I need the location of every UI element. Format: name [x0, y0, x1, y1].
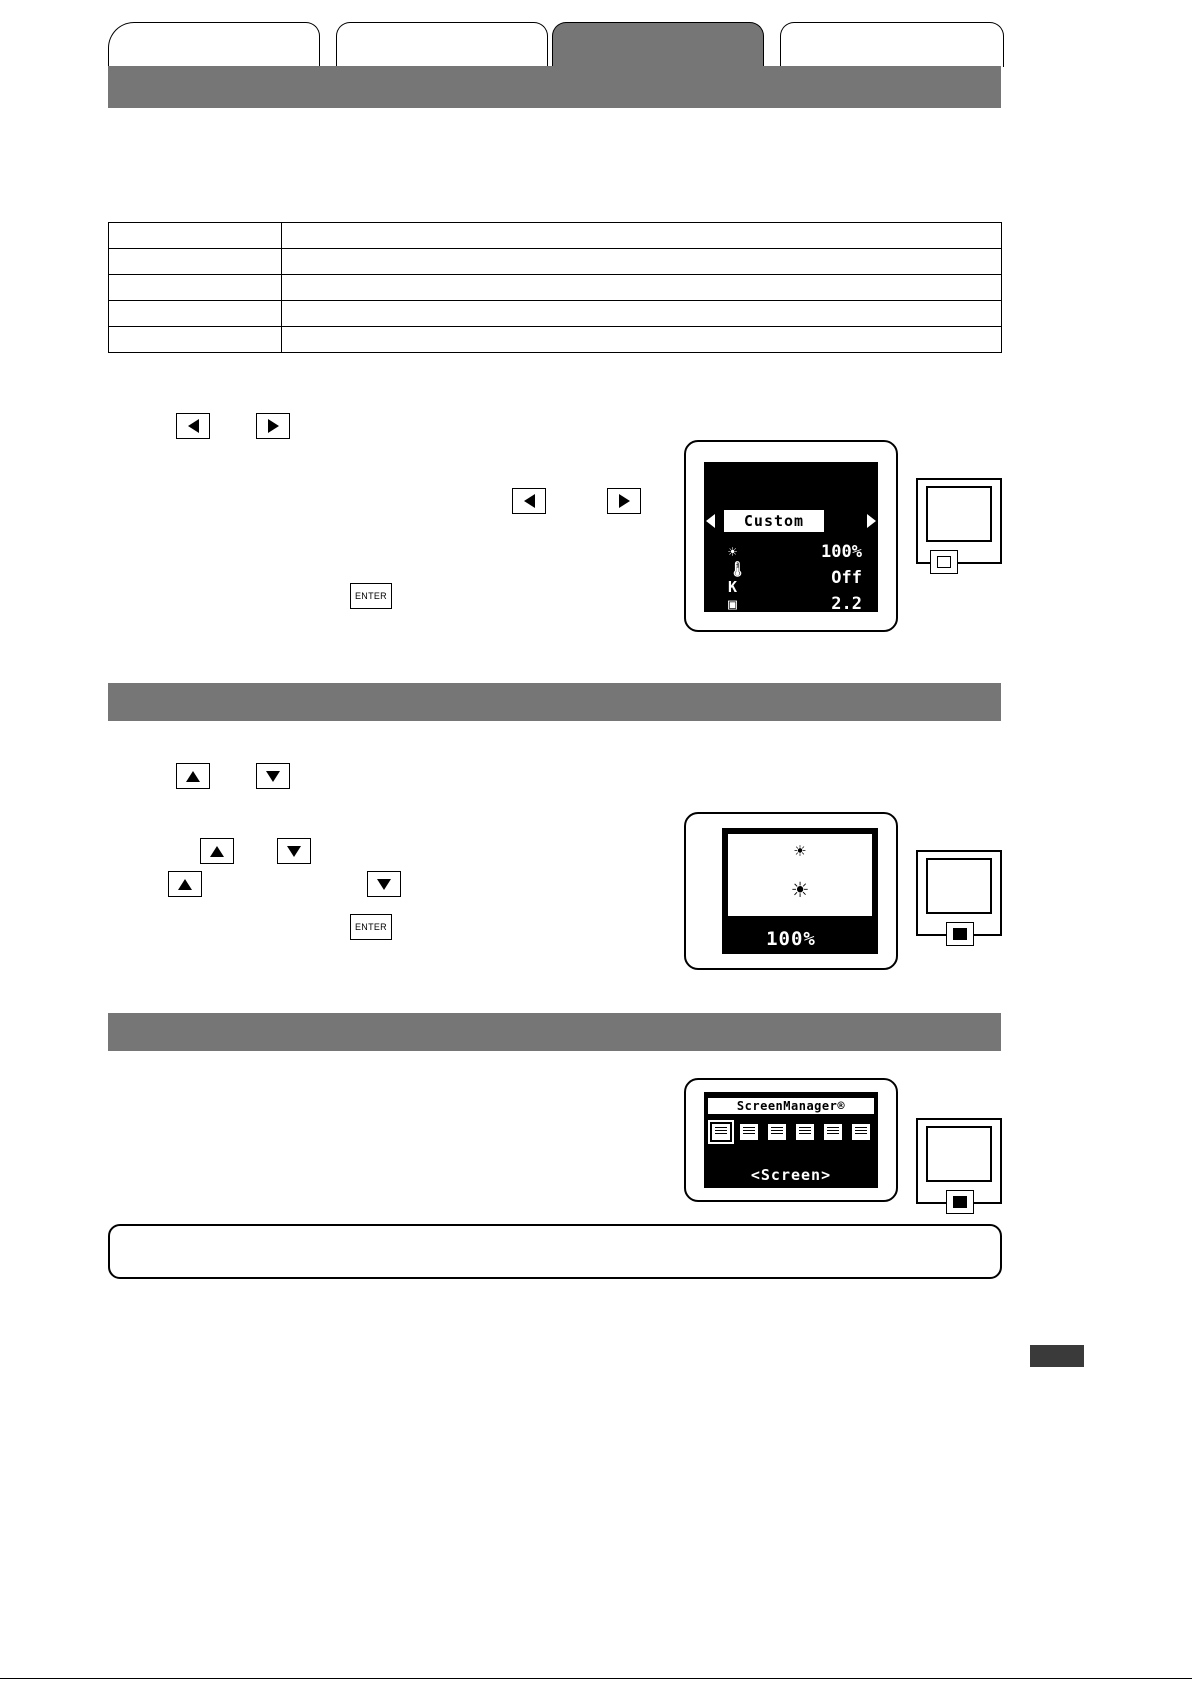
arrow-down-icon — [287, 846, 301, 857]
osd-row-gamma — [728, 592, 862, 616]
key-left-button-inline-1[interactable] — [512, 488, 546, 514]
table-row — [109, 327, 1002, 353]
osd-brightness-panel — [684, 812, 898, 970]
key-left-button[interactable] — [176, 413, 210, 439]
screenmanager-icon-row — [712, 1124, 870, 1140]
arrow-up-icon — [178, 879, 192, 890]
arrow-down-icon — [377, 879, 391, 890]
page-header-bar — [108, 66, 1001, 108]
pointer-line — [791, 466, 792, 494]
osd-gamma-value: 2.2 — [831, 594, 862, 614]
brightness-icon: ☀ — [728, 543, 738, 561]
osd-screenmanager-panel — [684, 1078, 898, 1202]
brightness-icon-large: ☀ — [790, 879, 810, 902]
arrow-left-icon — [188, 419, 199, 433]
table-cell-label — [109, 301, 282, 327]
osd-brightness-value: 100% — [821, 542, 862, 562]
tab-2[interactable] — [336, 22, 548, 67]
others-icon[interactable] — [796, 1124, 814, 1140]
key-down-button[interactable] — [256, 763, 290, 789]
osd-arrow-left-icon — [706, 514, 715, 528]
arrow-up-icon — [186, 771, 200, 782]
enter-button[interactable] — [946, 1190, 974, 1214]
key-right-button-inline-1[interactable] — [607, 488, 641, 514]
key-enter-button-2[interactable] — [350, 914, 392, 940]
key-enter-button-1[interactable] — [350, 583, 392, 609]
arrow-right-icon — [619, 494, 630, 508]
table-cell-value — [282, 223, 1002, 249]
key-right-button[interactable] — [256, 413, 290, 439]
screenmanager-title: ScreenManager® — [708, 1098, 874, 1114]
temperature-icon: 🌡K — [728, 560, 748, 596]
osd-brightness-value: 100% — [766, 928, 816, 950]
table-row — [109, 249, 1002, 275]
table-cell-label — [109, 223, 282, 249]
page-number-tag — [1030, 1345, 1084, 1367]
table-cell-value — [282, 275, 1002, 301]
osd-brightness-inner — [726, 832, 874, 918]
arrow-left-icon — [524, 494, 535, 508]
osd-fine-contrast-panel — [684, 440, 898, 632]
spec-table — [108, 222, 1002, 353]
section-bar-brightness — [108, 683, 1001, 721]
table-cell-label — [109, 327, 282, 353]
screenmanager-selected-label: <Screen> — [750, 1166, 832, 1184]
brightness-button-icon — [953, 928, 967, 940]
tab-4[interactable] — [780, 22, 1004, 67]
enter-label: ENTER — [354, 922, 387, 932]
monitor-callout-1 — [916, 478, 1002, 564]
key-up-button-inline-2[interactable] — [168, 871, 202, 897]
color-icon[interactable] — [740, 1124, 758, 1140]
brightness-button[interactable] — [946, 922, 974, 946]
osd-mode-value: Custom — [722, 508, 826, 534]
osd-temperature-value: Off — [831, 568, 862, 588]
table-row — [109, 223, 1002, 249]
table-cell-value — [282, 249, 1002, 275]
tab-1[interactable] — [108, 22, 320, 67]
key-up-button-inline-1[interactable] — [200, 838, 234, 864]
key-down-button-inline-2[interactable] — [367, 871, 401, 897]
header-notch — [668, 56, 688, 68]
note-box — [108, 1224, 1002, 1279]
mode-button[interactable] — [930, 550, 958, 574]
table-cell-value — [282, 301, 1002, 327]
brightness-icon-small: ☀ — [793, 843, 807, 860]
arrow-right-icon — [268, 419, 279, 433]
screen-icon[interactable] — [712, 1124, 730, 1140]
tab-3[interactable] — [552, 22, 764, 67]
key-up-button[interactable] — [176, 763, 210, 789]
monitor-callout-3 — [916, 1118, 1002, 1204]
table-row — [109, 301, 1002, 327]
osd-arrow-right-icon — [867, 514, 876, 528]
footer-rule — [0, 1678, 1192, 1679]
table-row — [109, 275, 1002, 301]
monitor-screen — [926, 858, 992, 914]
powermanager-icon[interactable] — [768, 1124, 786, 1140]
arrow-down-icon — [266, 771, 280, 782]
section-bar-screenmanager — [108, 1013, 1001, 1051]
gamma-icon: ▣ — [728, 595, 738, 613]
mode-button-icon — [937, 556, 951, 568]
key-down-button-inline-1[interactable] — [277, 838, 311, 864]
arrow-up-icon — [210, 846, 224, 857]
monitor-callout-2 — [916, 850, 1002, 936]
monitor-screen — [926, 486, 992, 542]
table-cell-value — [282, 327, 1002, 353]
osd-row-temperature — [728, 560, 862, 596]
table-cell-label — [109, 249, 282, 275]
information-icon[interactable] — [824, 1124, 842, 1140]
table-cell-label — [109, 275, 282, 301]
language-icon[interactable] — [852, 1124, 870, 1140]
enter-label: ENTER — [354, 591, 387, 601]
monitor-screen — [926, 1126, 992, 1182]
enter-button-icon — [953, 1196, 967, 1208]
